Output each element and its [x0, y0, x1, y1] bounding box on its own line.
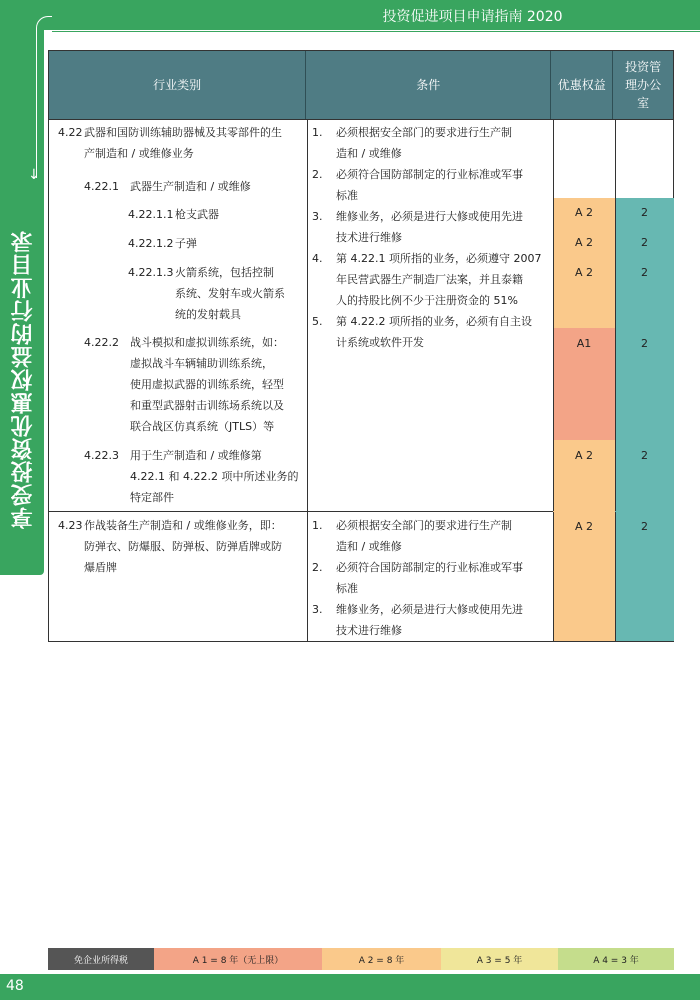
condition-text: 计系统或软件开发 — [336, 336, 424, 349]
condition-text: 第 4.22.1 项所指的业务，必须遵守 2007 — [336, 252, 542, 265]
conditions-list — [312, 515, 552, 641]
item-text: 用于生产制造和 / 或维修第 — [130, 449, 262, 462]
header-divider — [52, 31, 700, 32]
benefit-4-22-1-2: A 2 — [574, 236, 594, 249]
industry-table — [48, 50, 674, 642]
column-divider — [553, 512, 554, 641]
column-divider — [615, 512, 616, 641]
condition-item — [312, 164, 552, 206]
benefit-4-23: A 2 — [574, 520, 594, 533]
column-divider — [553, 120, 554, 511]
col-conditions: 条件 — [306, 51, 551, 119]
office-4-22-2: 2 — [641, 337, 648, 350]
item-number: 4.22.2 — [84, 336, 119, 349]
item-4-22-1-2 — [128, 233, 304, 254]
benefit-4-22-2: A1 — [576, 337, 592, 350]
col-office-line3: 室 — [637, 96, 650, 110]
legend-item-a4: A 4 = 3 年 — [558, 948, 674, 970]
condition-item — [312, 206, 552, 248]
item-text: 特定部件 — [130, 491, 174, 504]
condition-item — [312, 557, 552, 599]
item-4-22-3 — [84, 445, 306, 508]
item-text: 作战装备生产制造和 / 或维修业务，即： — [84, 519, 282, 532]
condition-text: 第 4.22.2 项所指的业务，必须有自主设 — [336, 315, 532, 328]
legend-item-a3: A 3 = 5 年 — [441, 948, 558, 970]
side-title — [8, 190, 36, 570]
condition-number: 2. — [312, 168, 323, 181]
item-number: 4.22 — [58, 126, 83, 139]
item-text: 统的发射载具 — [175, 308, 241, 321]
col-office-line2: 理办公 — [625, 78, 662, 92]
col-benefit: 优惠权益 — [551, 51, 613, 119]
side-title-text: 享受投资优惠权益的行业目录 — [11, 230, 36, 530]
condition-text: 必须根据安全部门的要求进行生产制 — [336, 519, 512, 532]
item-text: 枪支武器 — [175, 208, 219, 221]
office-4-22-1-1: 2 — [641, 206, 648, 219]
office-4-23: 2 — [641, 520, 648, 533]
condition-number: 3. — [312, 603, 323, 616]
condition-item — [312, 599, 552, 641]
footer-band — [0, 974, 700, 1000]
condition-item — [312, 311, 552, 353]
header-band — [0, 0, 700, 30]
condition-item — [312, 248, 552, 311]
legend — [48, 948, 674, 970]
item-text: 虚拟战斗车辆辅助训练系统， — [130, 357, 273, 370]
office-4-22-1-2: 2 — [641, 236, 648, 249]
item-text: 产制造和 / 或维修业务 — [84, 147, 194, 160]
condition-text: 造和 / 或维修 — [336, 147, 402, 160]
page-number: 48 — [6, 978, 24, 994]
col-office-line1: 投资管 — [625, 60, 662, 74]
legend-item-a1: A 1 = 8 年（无上限） — [154, 948, 322, 970]
condition-text: 年民营武器生产制造厂法案，并且泰籍 — [336, 273, 523, 286]
item-4-22-1-3 — [128, 262, 304, 325]
item-number: 4.22.1 — [84, 180, 119, 193]
benefit-4-22-1-1: A 2 — [574, 206, 594, 219]
condition-number: 1. — [312, 126, 323, 139]
item-number: 4.23 — [58, 519, 83, 532]
condition-text: 维修业务，必须是进行大修或使用先进 — [336, 210, 523, 223]
condition-text: 技术进行维修 — [336, 231, 402, 244]
col-industry: 行业类别 — [49, 51, 306, 119]
header-title: 投资促进项目申请指南 2020 — [382, 9, 563, 25]
down-arrow-icon: ↓ — [28, 167, 40, 183]
condition-text: 必须符合国防部制定的行业标准或军事 — [336, 561, 523, 574]
condition-text: 造和 / 或维修 — [336, 540, 402, 553]
table-row — [48, 512, 674, 642]
condition-text: 标准 — [336, 582, 358, 595]
condition-number: 2. — [312, 561, 323, 574]
legend-item-exempt: 免企业所得税 — [48, 948, 154, 970]
benefit-4-22-1-3: A 2 — [574, 266, 594, 279]
item-text: 武器生产制造和 / 或维修 — [130, 180, 251, 193]
item-4-22 — [58, 122, 306, 164]
condition-item — [312, 122, 552, 164]
col-office — [613, 51, 673, 119]
item-number: 4.22.1.3 — [128, 266, 174, 279]
item-4-22-2 — [84, 332, 306, 437]
item-text: 战斗模拟和虚拟训练系统，如： — [130, 336, 284, 349]
item-text: 火箭系统，包括控制 — [175, 266, 274, 279]
condition-text: 维修业务，必须是进行大修或使用先进 — [336, 603, 523, 616]
column-divider — [307, 120, 308, 511]
office-4-22-1-3: 2 — [641, 266, 648, 279]
item-text: 子弹 — [175, 237, 197, 250]
side-vertical-line — [36, 28, 37, 178]
condition-number: 4. — [312, 252, 323, 265]
table-row — [48, 120, 674, 512]
condition-number: 5. — [312, 315, 323, 328]
item-text: 系统、发射车或火箭系 — [175, 287, 285, 300]
benefit-4-22-3: A 2 — [574, 449, 594, 462]
item-text: 爆盾牌 — [84, 561, 117, 574]
item-number: 4.22.1.1 — [128, 208, 174, 221]
item-number: 4.22.3 — [84, 449, 119, 462]
item-text: 武器和国防训练辅助器械及其零部件的生 — [84, 126, 282, 139]
column-divider — [615, 120, 616, 511]
condition-item — [312, 515, 552, 557]
condition-text: 必须根据安全部门的要求进行生产制 — [336, 126, 512, 139]
condition-text: 必须符合国防部制定的行业标准或军事 — [336, 168, 523, 181]
condition-text: 人的持股比例不少于注册资金的 51% — [336, 294, 518, 307]
condition-text: 标准 — [336, 189, 358, 202]
item-text: 联合战区仿真系统（JTLS）等 — [130, 420, 275, 433]
condition-number: 1. — [312, 519, 323, 532]
column-divider — [307, 512, 308, 641]
condition-number: 3. — [312, 210, 323, 223]
benefit-empty — [553, 120, 615, 198]
item-text: 使用虚拟武器的训练系统，轻型 — [130, 378, 284, 391]
item-4-22-1 — [84, 176, 304, 197]
side-tab — [0, 0, 44, 575]
conditions-list — [312, 122, 552, 353]
side-corner-line — [36, 16, 52, 32]
item-text: 4.22.1 和 4.22.2 项中所述业务的 — [130, 470, 299, 483]
table-header — [48, 50, 674, 120]
legend-item-a2: A 2 = 8 年 — [322, 948, 441, 970]
item-number: 4.22.1.2 — [128, 237, 174, 250]
condition-text: 技术进行维修 — [336, 624, 402, 637]
office-4-22-3: 2 — [641, 449, 648, 462]
item-4-23 — [58, 515, 306, 578]
item-text: 防弹衣、防爆服、防弹板、防弹盾牌或防 — [84, 540, 282, 553]
item-4-22-1-1 — [128, 204, 304, 225]
item-text: 和重型武器射击训练场系统以及 — [130, 399, 284, 412]
